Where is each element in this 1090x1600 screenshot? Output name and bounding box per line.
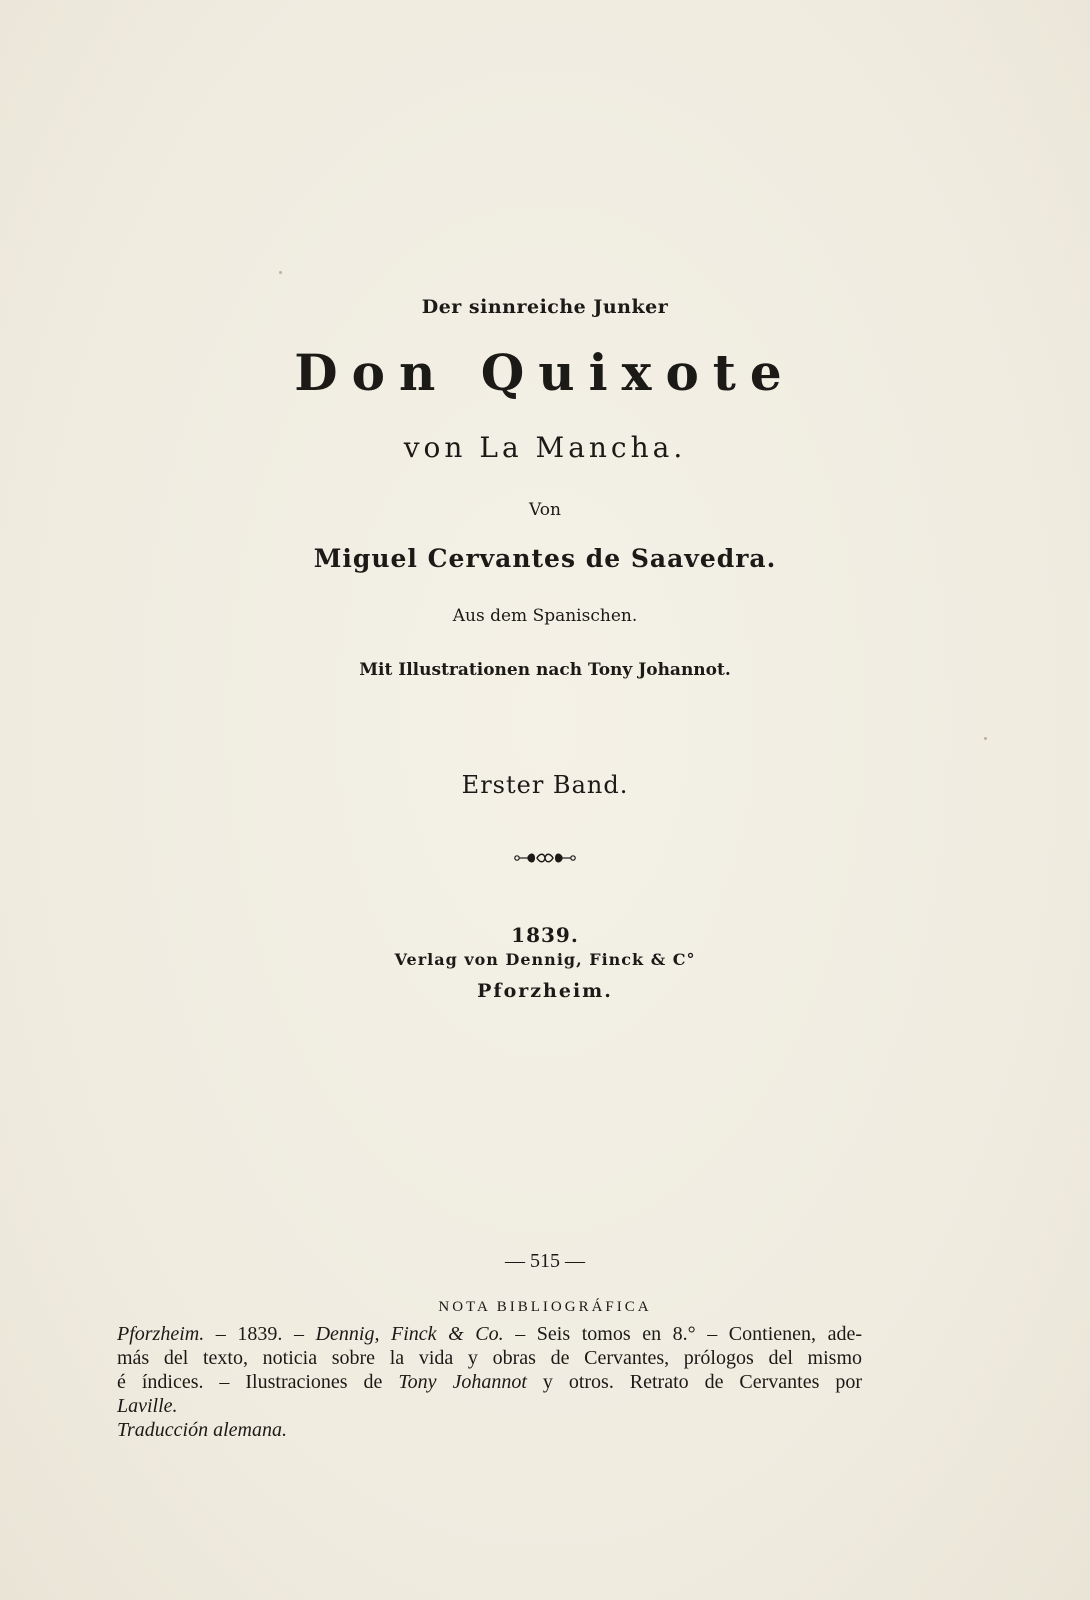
volume-label: Erster Band. [461, 771, 629, 799]
note-publisher: Dennig, Finck & Co. [315, 1323, 504, 1345]
by-label: Von [529, 500, 561, 520]
paper-speck [279, 271, 282, 274]
note-line-3 [117, 1370, 862, 1394]
publication-city: Pforzheim. [477, 980, 613, 1002]
note-translation: Traducción alemana. [117, 1419, 287, 1441]
translation-note: Aus dem Spanischen. [452, 606, 638, 626]
note-line-4 [117, 1394, 862, 1418]
publication-year: 1839. [511, 923, 579, 947]
note-portrait: y otros. Retrato de Cervantes por [526, 1371, 863, 1393]
note-line-2: más del texto, noticia sobre la vida y obras de Cervantes, prólogos del mismo [117, 1347, 862, 1369]
title-subtitle: von La Mancha. [403, 431, 687, 464]
publisher-line: Verlag von Dennig, Finck & C° [394, 950, 696, 969]
author-name: Miguel Cervantes de Saavedra. [313, 544, 777, 573]
title-supertitle: Der sinnreiche Junker [421, 296, 669, 318]
note-year: – 1839. – [204, 1323, 316, 1345]
scroll-ornament-icon [0, 848, 1090, 868]
main-title: Don Quixote [294, 343, 796, 402]
note-illustrator: Tony Johannot [398, 1371, 527, 1393]
note-place: Pforzheim. [117, 1323, 205, 1345]
note-volumes: – Seis tomos en 8.° – Contienen, ade- [503, 1323, 863, 1345]
bibliographic-note-heading: NOTA BIBLIOGRÁFICA [438, 1299, 652, 1315]
note-portrait-artist: Laville. [117, 1395, 178, 1417]
bibliographic-note-body [117, 1322, 862, 1442]
note-indices: é índices. – Ilustraciones de [117, 1371, 399, 1393]
illustrations-note: Mit Illustrationen nach Tony Johannot. [359, 660, 731, 680]
page-number: — 515 — [505, 1250, 585, 1272]
note-line-5 [117, 1418, 862, 1442]
note-line-1 [117, 1322, 862, 1346]
paper-speck [984, 737, 987, 740]
